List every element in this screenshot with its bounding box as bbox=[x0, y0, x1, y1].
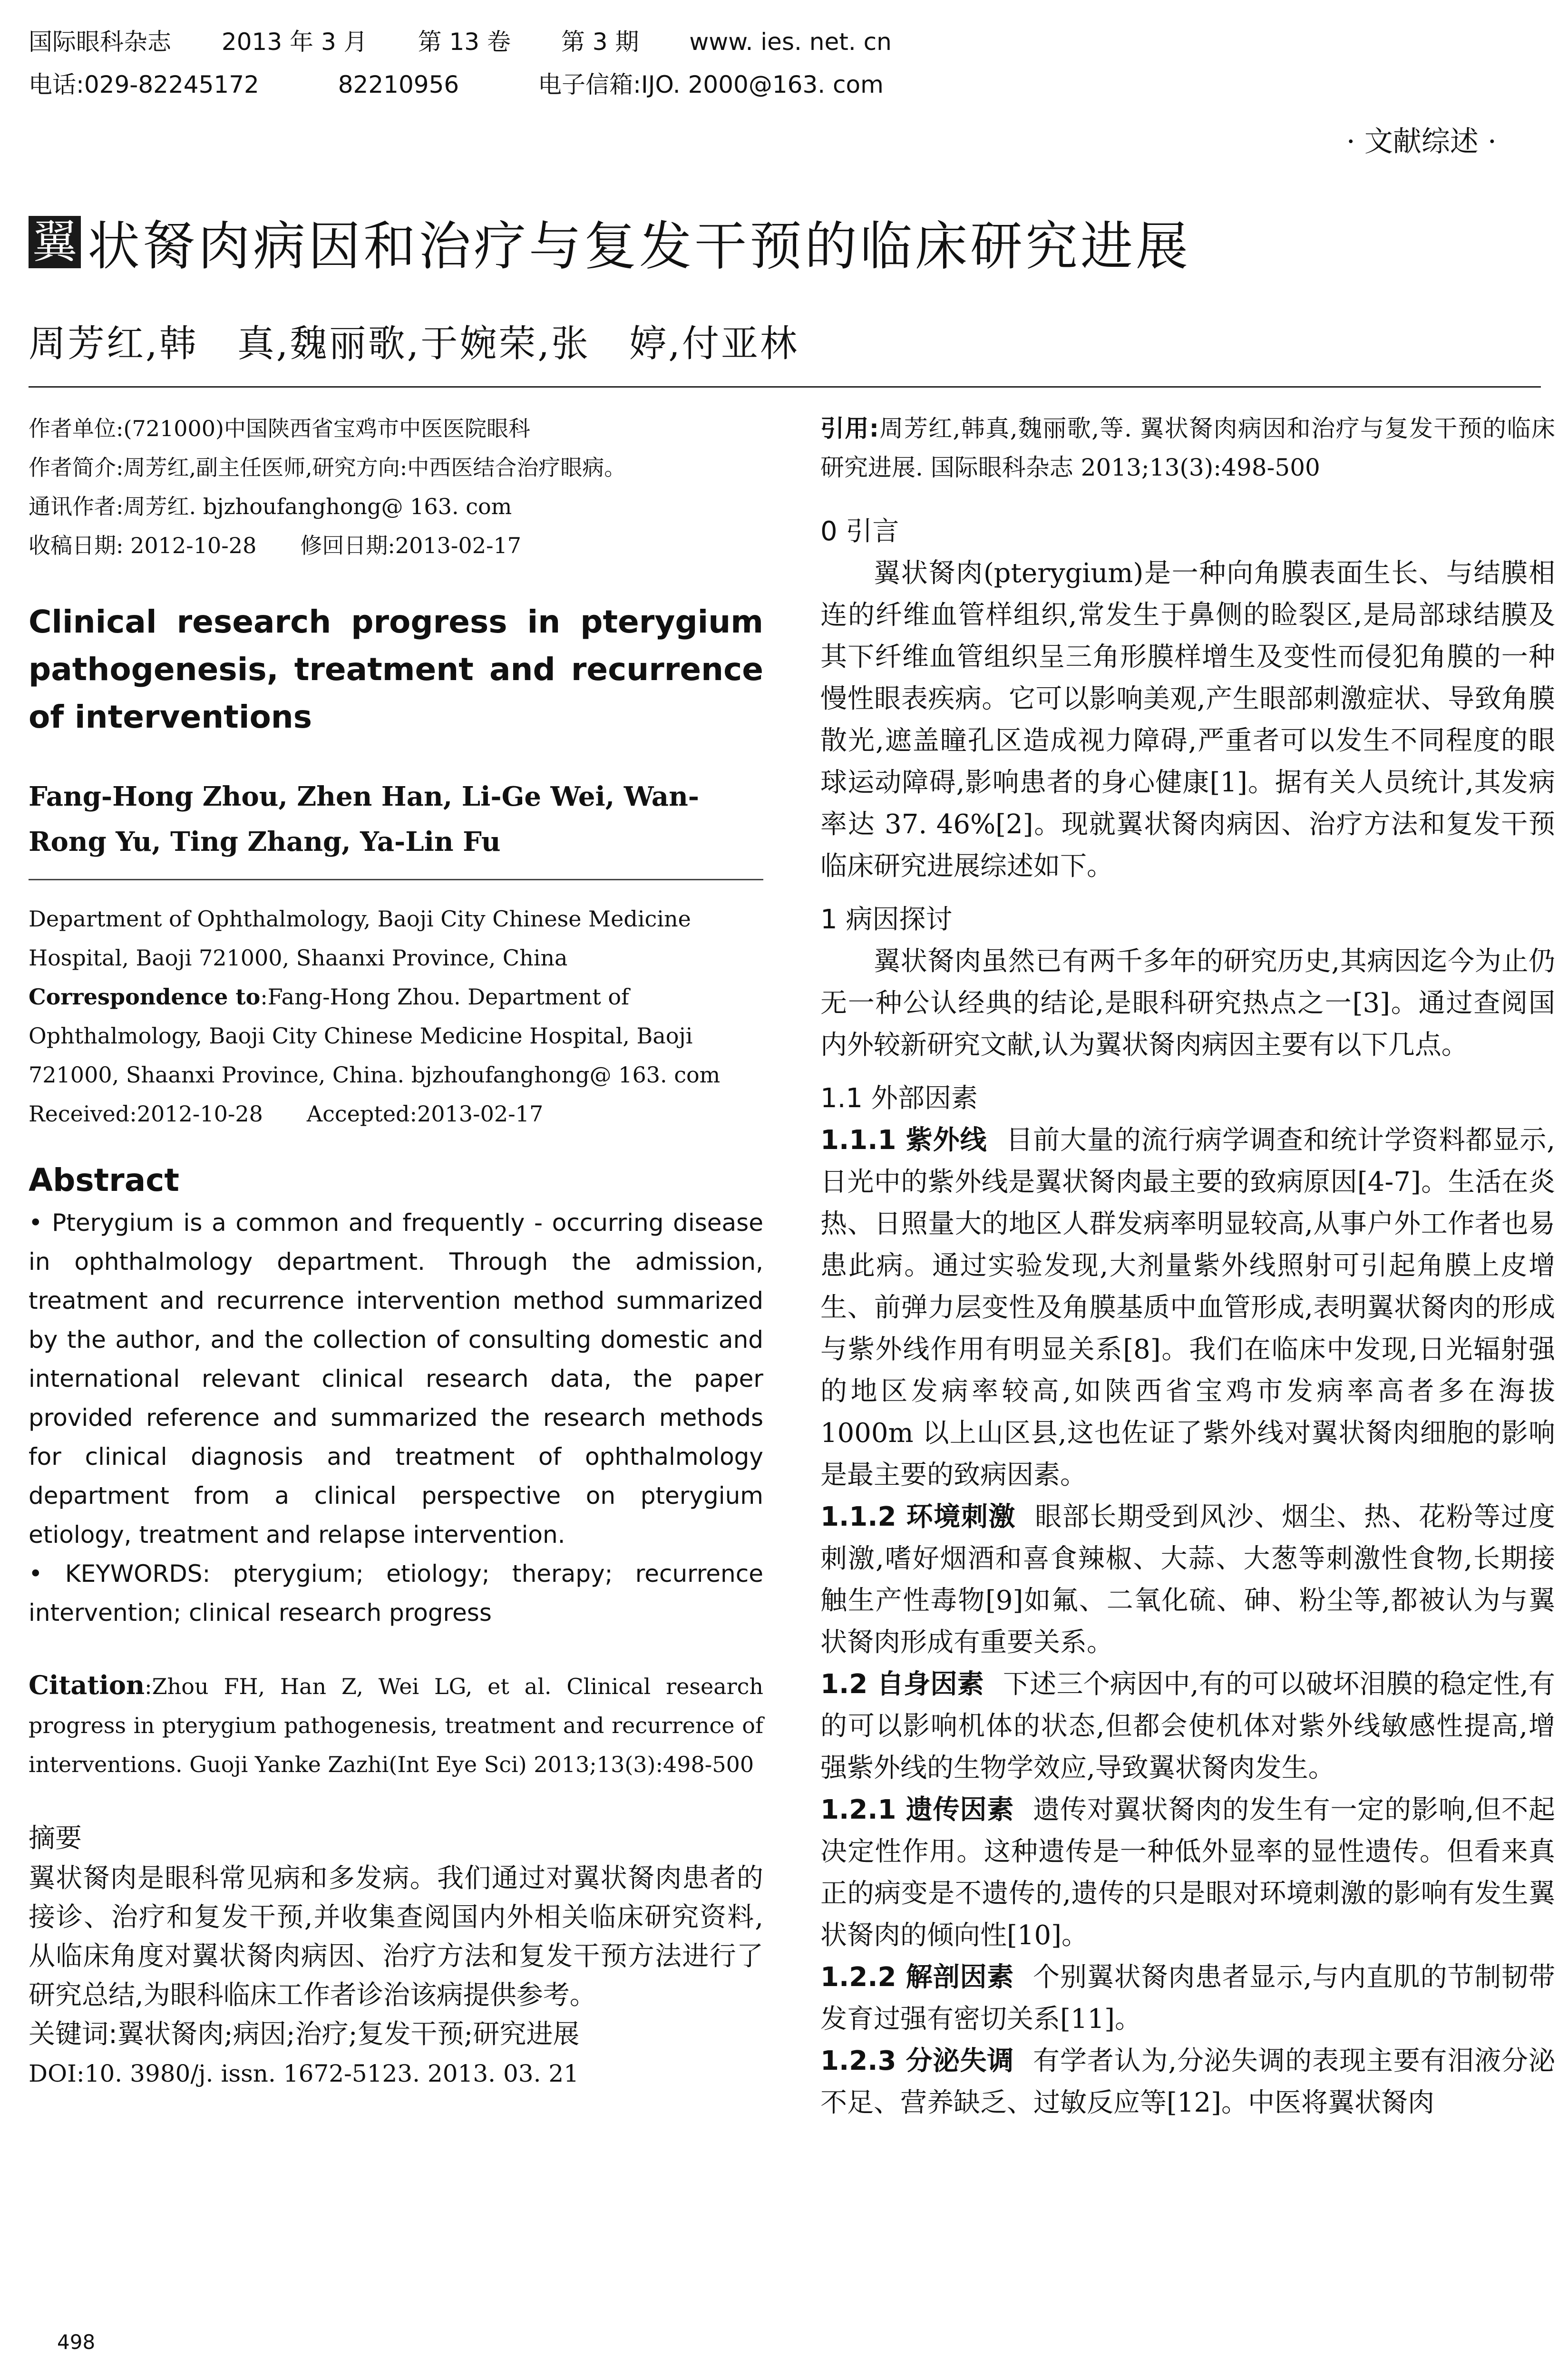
email-link[interactable]: 电子信箱:IJO. 2000@163. com bbox=[538, 71, 884, 98]
right-column bbox=[820, 409, 1555, 2124]
cn-keywords bbox=[29, 2015, 763, 2054]
authors-cn: 周芳红,韩 真,魏丽歌,于婉荣,张 婷,付亚林 bbox=[29, 322, 799, 365]
section-0-paragraph: 翼状胬肉(pterygium)是一种向角膜表面生长、与结膜相连的纤维血管样组织,常发生于鼻侧的睑裂区,是局部球结膜及其下纤维血管组织呈三角形膜样增生及变性而侵犯角膜的一种慢性眼表疾病。它可以影响美观,产生眼部刺激症状、导致角膜散光,遮盖瞳孔区造成视力障碍,严重者可以发生不同程度的眼球运动障碍,影响患者的身心健康[1]。据有关人员统计,其发病率达 37. 46%[2]。现就翼状胬肉病因、治疗方法和复发干预临床研究进展综述如下。 bbox=[820, 558, 1555, 882]
citation bbox=[29, 1666, 763, 1784]
correspondence bbox=[29, 977, 763, 1094]
english-title-last-line: of interventions bbox=[29, 699, 312, 735]
cn-citation bbox=[820, 409, 1555, 487]
section-1-2-3-text: 有学者认为,分泌失调的表现主要有泪液分泌不足、营养缺乏、过敏反应等[12]。中医将翼状胬肉 bbox=[820, 2046, 1555, 2118]
citation-label: Citation bbox=[29, 1670, 145, 1700]
running-header bbox=[29, 23, 935, 57]
received-accepted: Received:2012-10-28 Accepted:2013-02-17 bbox=[29, 1101, 544, 1127]
section-1-paragraph: 翼状胬肉虽然已有两千多年的研究历史,其病因迄今为止仍无一种公认经典的结论,是眼科研究热点之一[3]。通过查阅国内外较新研究文献,认为翼状胬肉病因主要有以下几点。 bbox=[820, 946, 1555, 1061]
section-1-2-text: 下述三个病因中,有的可以破坏泪膜的稳定性,有的可以影响机体的状态,但都会使机体对紫外线敏感性提高,增强紫外线的生物学效应,导致翼状胬肉发生。 bbox=[820, 1669, 1556, 1783]
cn-citation-label: 引用: bbox=[820, 415, 879, 442]
cn-citation-text: 周芳红,韩真,魏丽歌,等. 翼状胬肉病因和治疗与复发干预的临床研究进展. 国际眼科杂志 2013;13(3):498-500 bbox=[820, 415, 1555, 481]
affiliation: 作者单位:(721000)中国陕西省宝鸡市中医医院眼科 bbox=[29, 416, 530, 441]
section-1-2-2-heading: 1.2.2 解剖因素 bbox=[820, 1962, 1014, 1993]
author-bio: 作者简介:周芳红,副主任医师,研究方向:中西医结合治疗眼病。 bbox=[29, 455, 626, 480]
english-authors: Fang-Hong Zhou, Zhen Han, Li-Ge Wei, Wan-Rong Yu, Ting Zhang, Ya-Lin Fu bbox=[29, 781, 700, 857]
cn-abstract-text: 翼状胬肉是眼科常见病和多发病。我们通过对翼状胬肉患者的接诊、治疗和复发干预,并收集查阅国内外相关临床研究资料,从临床角度对翼状胬肉病因、治疗方法和复发干预方法进行了研究总结,为眼科临床工作者诊治该病提供参考。 bbox=[29, 1863, 763, 2011]
section-1-1-2-text: 眼部长期受到风沙、烟尘、热、花粉等过度刺激,嗜好烟酒和喜食辣椒、大蒜、大葱等刺激性食物,长期接触生产性毒物[9]如氟、二氧化硫、砷、粉尘等,都被认为与翼状胬肉形成有重要关系。 bbox=[820, 1501, 1556, 1658]
cn-keywords-label: 关键词: bbox=[29, 2019, 117, 2050]
citation-text: :Zhou FH, Han Z, Wei LG, et al. Clinical research progress in pterygium pathogenesis, treatment and recurrence of interventions. Guoji Yanke Zazhi(Int Eye Sci) 2013;13(3):498-500 bbox=[29, 1674, 763, 1777]
english-title bbox=[29, 598, 763, 741]
left-column bbox=[29, 409, 763, 2093]
author-divider bbox=[29, 879, 763, 880]
section-1-1-1 bbox=[820, 1120, 1555, 1496]
received-dates: 收稿日期: 2012-10-28 修回日期:2013-02-17 bbox=[29, 533, 522, 558]
section-1-1-1-heading: 1.1.1 紫外线 bbox=[820, 1125, 987, 1156]
issue: 第 3 期 bbox=[561, 28, 639, 56]
page-number: 498 bbox=[57, 2330, 96, 2354]
journal-name: 国际眼科杂志 bbox=[29, 28, 171, 56]
abstract-text: • Pterygium is a common and frequently - occurring disease in ophthalmology department. Through the admission, treatment and recurrence intervention method summarized by the author, and the collection of consulting domestic and international relevant clinical research data, the paper provided reference and summarized the research methods for clinical diagnosis and treatment of ophthalmology department from a clinical perspective on pterygium etiology, treatment and relapse intervention. bbox=[29, 1209, 763, 1549]
correspondent: 通讯作者:周芳红. bjzhoufanghong@ 163. com bbox=[29, 494, 512, 519]
cn-keywords-text: 翼状胬肉;病因;治疗;复发干预;研究进展 bbox=[117, 2019, 580, 2050]
department: Department of Ophthalmology, Baoji City Chinese Medicine Hospital, Baoji 721000, Shaanxi Province, China bbox=[29, 906, 691, 971]
issue-date: 2013 年 3 月 bbox=[221, 28, 368, 56]
cn-abstract-heading: 摘要 bbox=[29, 1823, 82, 1854]
phone: 电话:029-82245172 bbox=[29, 71, 259, 98]
section-1-2-1 bbox=[820, 1789, 1555, 1957]
doi-link[interactable]: DOI:10. 3980/j. issn. 1672-5123. 2013. 03. 21 bbox=[29, 2060, 579, 2087]
section-1-2-2 bbox=[820, 1957, 1555, 2040]
section-1-heading: 1 病因探讨 bbox=[820, 904, 953, 935]
website-link[interactable]: www. ies. net. cn bbox=[689, 28, 892, 56]
english-title-line: Clinical research progress in pterygium pathogenesis, treatment and recurrence bbox=[29, 604, 763, 688]
title-divider bbox=[29, 386, 1541, 388]
section-1-2-3 bbox=[820, 2040, 1555, 2124]
keywords-en: • KEYWORDS: pterygium; etiology; therapy; recurrence intervention; clinical research progress bbox=[29, 1560, 763, 1627]
phone-2: 82210956 bbox=[338, 71, 459, 98]
article-title bbox=[29, 205, 1191, 280]
section-1-1-heading: 1.1 外部因素 bbox=[820, 1083, 978, 1114]
section-1-2 bbox=[820, 1664, 1555, 1789]
section-tag: · 文献综述 · bbox=[1346, 125, 1497, 158]
correspondence-label: Correspondence to bbox=[29, 984, 261, 1010]
correspondence-text: :Fang-Hong Zhou. Department of Ophthalmology, Baoji City Chinese Medicine Hospital, Baoji 721000, Shaanxi Province, China. bjzhoufanghong@ 163. com bbox=[29, 984, 721, 1088]
section-1-2-heading: 1.2 自身因素 bbox=[820, 1669, 984, 1700]
section-1-2-3-heading: 1.2.3 分泌失调 bbox=[820, 2046, 1014, 2076]
section-1-1-2-heading: 1.1.2 环境刺激 bbox=[820, 1501, 1016, 1532]
contact-header bbox=[29, 66, 955, 100]
section-0-heading: 0 引言 bbox=[820, 516, 899, 547]
section-1-1-2 bbox=[820, 1496, 1555, 1664]
volume: 第 13 卷 bbox=[418, 28, 511, 56]
abstract-heading: Abstract bbox=[29, 1162, 179, 1198]
section-1-2-1-heading: 1.2.1 遗传因素 bbox=[820, 1794, 1014, 1825]
title-drop-cap: 翼 bbox=[29, 216, 81, 268]
title-text: 状胬肉病因和治疗与复发干预的临床研究进展 bbox=[88, 216, 1191, 277]
section-1-2-1-text: 遗传对翼状胬肉的发生有一定的影响,但不起决定性作用。这种遗传是一种低外显率的显性遗传。但看来真正的病变是不遗传的,遗传的只是眼对环境刺激的影响有发生翼状胬肉的倾向性[10]。 bbox=[820, 1794, 1555, 1951]
section-1-1-1-text: 目前大量的流行病学调查和统计学资料都显示,日光中的紫外线是翼状胬肉最主要的致病原因[4-7]。生活在炎热、日照量大的地区人群发病率明显较高,从事户外工作者也易患此病。通过实验发现,大剂量紫外线照射可引起角膜上皮增生、前弹力层变性及角膜基质中血管形成,表明翼状胬肉的形成与紫外线作用有明显关系[8]。我们在临床中发现,日光辐射强的地区发病率较高,如陕西省宝鸡市发病率高者多在海拔 1000m 以上山区县,这也佐证了紫外线对翼状胬肉细胞的影响是最主要的致病因素。 bbox=[820, 1125, 1556, 1490]
section-1-2-2-text: 个别翼状胬肉患者显示,与内直肌的节制韧带发育过强有密切关系[11]。 bbox=[820, 1962, 1555, 2035]
